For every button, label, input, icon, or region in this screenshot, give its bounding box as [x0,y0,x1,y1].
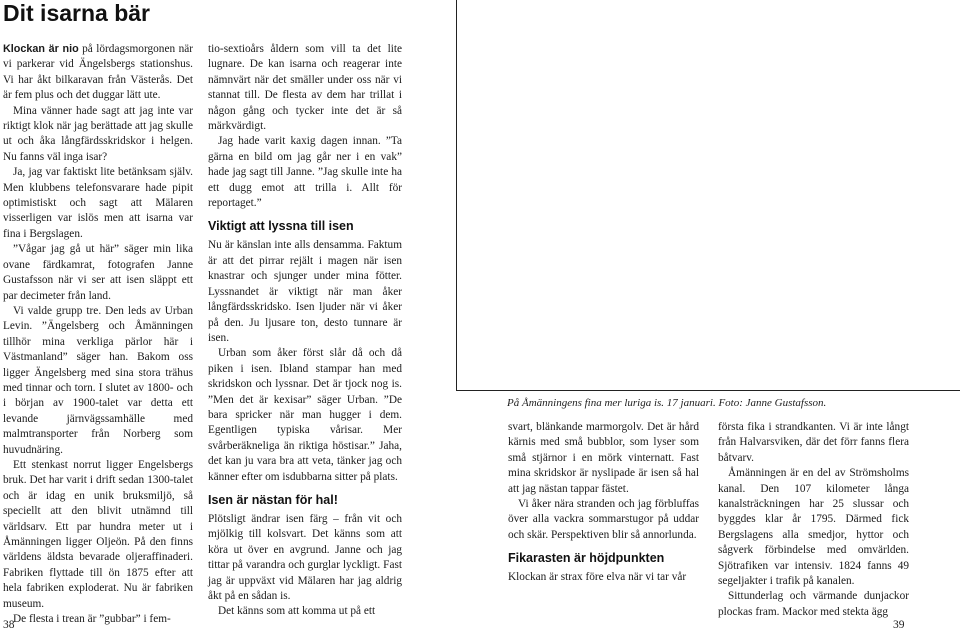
paragraph: ”Vågar jag gå ut här” säger min lika ovane färdkamrat, fotografen Janne Gustafsson när vi ser att isen släppt ett par decimeter från land. [3,243,193,302]
paragraph: De flesta i trean är ”gubbar” i fem- [13,613,171,626]
paragraph: svart, blänkande marmorgolv. Det är hård kärnis med små bubblor, som lyser som små stjärnor i en mörk vinternatt. Fast mina skridskor är nyslipade är isen så hal att jag nästan tappar fästet. [508,421,699,495]
article-column-4 [718,420,909,620]
article-column-2 [208,42,402,620]
page-title: Dit isarna bär [3,0,150,26]
paragraph: Nu är känslan inte alls densamma. Faktum är att det pirrar rejält i magen när isen knastrar och sjunger under mina fötter. Lyssnandet är viktigt när man åker långfärdsskridsko. Isen ljuder när vi åker på den. Ju ljusare ton, desto tunnare är isen. [208,239,402,344]
paragraph: Plötsligt ändrar isen färg – från vit och mjölkig till kolsvart. Det känns som att köra ut över en avgrund. Janne och jag tittar på varandra och gurglar lyckligt. Fast jag är uppväxt vid Mälaren har jag aldrig åkt på en sådan is. [208,512,402,602]
paragraph: Sittunderlag och värmande dunjackor plockas fram. Mackor med stekta ägg [718,590,909,618]
paragraph: Urban som åker först slår då och då piken i isen. Ibland stampar han med skridskon och lyssnar. Det är tjock nog is. ”Men det är kexisar” säger Urban. ”De bara spricker när man hugger i dem. Egentligen typiska vårisar. Mer svårberäkneliga än riktiga höstisar.” Jaha, det kan ju vara bra att veta, tänker jag och känner efter om isdubbarna sitter på plats. [208,347,402,483]
paragraph: tio-sextioårs åldern som vill ta det lite lugnare. De kan isarna och reagerar inte nämnvärt när det smäller under oss när vi stannat till. De flesta av dem har trillat i någon gång och tycker inte det är så märkvärdigt. [208,43,402,133]
paragraph: första fika i strandkanten. Vi är inte långt från Halvarsviken, där det förr fanns flera båtvarv. [718,421,909,464]
paragraph [3,42,193,104]
paragraph: Åmänningen är en del av Strömsholms kanal. Den 107 kilometer långa kanalsträckningen har 25 slussar och byggdes klar år 1795. Därmed fick Bergslagens alla smedjor, hyttor och sågverk förbindelse med omvärlden. Sjötrafiken var intensiv. 1824 fanns 49 segeljakter i trafik på kanalen. [718,467,909,588]
subheading: Fikarasten är höjdpunkten [508,551,665,566]
paragraph: Det känns som att komma ut på ett [218,605,376,618]
photo-frame [456,0,960,391]
page-number-right: 39 [893,619,905,631]
subheading: Isen är nästan för hal! [208,492,338,507]
paragraph: Ett stenkast norrut ligger Engelsbergs bruk. Det har varit i drift sedan 1300-talet och är idag en unik bruksmiljö, så speciellt att den blivit utnämnd till världsarv. Ett par hundra meter ut i Åmänningen ligger Oljeön. På den finns världens äldsta bevarade oljeraffinaderi. Fabriken flyttade till ön 1875 efter att hela fabriken exploderat. Nu är fabriken museum. [3,458,193,610]
photo-caption: På Åmänningens fina mer luriga is. 17 januari. Foto: Janne Gustafsson. [507,397,827,409]
article-column-3 [508,420,699,586]
paragraph: Vi åker nära stranden och jag förbluffas över alla vackra sommarstugor på uddar och skär. Perspektiven blir så annorlunda. [508,498,699,541]
paragraph: Vi valde grupp tre. Den leds av Urban Levin. ”Ängelsberg och Åmänningen tillhör mina verkliga pärlor här i Västmanland” säger han. Bakom oss ligger Ängelsberg med sina stora trähus med tinnar och torn. I slutet av 1800- och i början av 1900-talet var detta ett levande järnvägssamhälle med malmtransporter från Norberg som huvudnäring. [3,304,193,456]
article-column-1 [3,42,193,627]
paragraph-text: på lördagsmorgonen när vi parkerar vid Ängelsbergs stationshus. Vi har åkt bilkaravan från Västerås. Det är fem plus och det duggar lätt ute. [3,43,193,102]
subheading: Viktigt att lyssna till isen [208,219,354,234]
lead-in: Klockan är nio [3,43,79,55]
page-number-left: 38 [3,619,15,631]
paragraph: Klockan är strax före elva när vi tar vår [508,571,687,584]
paragraph: Jag hade varit kaxig dagen innan. ”Ta gärna en bild om jag går ner i en vak” hade jag sagt till Janne. ”Jag skulle inte ha ett dugg emot att trilla i. Allt för reportaget.” [208,135,402,210]
paragraph: Mina vänner hade sagt att jag inte var riktigt klok när jag berättade att jag skulle ut och åka långfärdsskridskor i helgen. Nu fanns väl inga isar? [3,104,193,163]
paragraph: Ja, jag var faktiskt lite betänksam själv. Men klubbens telefonsvarare hade pipit optimistiskt och sagt att Mälaren visserligen var islös men att isarna var fina i Bergslagen. [3,166,193,240]
